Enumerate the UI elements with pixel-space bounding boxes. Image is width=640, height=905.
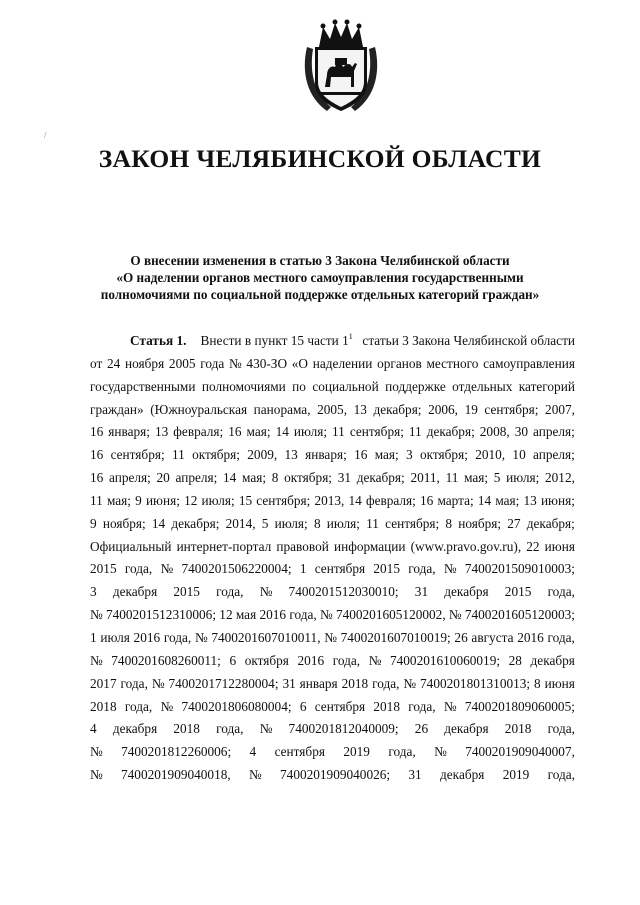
article-text-line: 4 декабря 2018 года, № 7400201812040009; 26 декабря 2018 года,	[90, 721, 575, 737]
subtitle-line: полномочиями по социальной поддержке отдельных категорий граждан»	[100, 287, 540, 302]
subtitle-line: О внесении изменения в статью 3 Закона Челябинской области	[130, 253, 510, 268]
article-first-line	[90, 330, 575, 353]
article-text-line: 16 января; 13 февраля; 16 мая; 14 июля; 11 сентября; 11 декабря; 2008, 30 апреля;	[90, 424, 575, 440]
law-subtitle	[60, 252, 580, 303]
article-label: Статья 1.	[130, 333, 187, 348]
article-text-line: № 7400201812260006; 4 сентября 2019 года, № 7400201909040007,	[90, 744, 575, 760]
article-text-line: граждан» (Южноуральская панорама, 2005, 13 декабря; 2006, 19 сентября; 2007,	[90, 401, 575, 417]
article-text-line: от 24 ноября 2005 года № 430-ЗО «О наделении органов местного самоуправления	[90, 355, 575, 371]
article-text-lines	[90, 353, 575, 787]
law-title: ЗАКОН ЧЕЛЯБИНСКОЙ ОБЛАСТИ	[98, 144, 542, 173]
scan-mark: /	[44, 130, 47, 140]
article-text-line: 16 сентября; 11 октября; 2009, 13 января; 16 мая; 3 октября; 2010, 10 апреля;	[90, 447, 575, 463]
article-text-line: 1 июля 2016 года, № 7400201607010011, № 7400201607010019; 26 августа 2016 года,	[90, 629, 575, 645]
article-text-line: 2018 года, № 7400201806080004; 6 сентября 2018 года, № 7400201809060005;	[90, 698, 575, 714]
article-text-line: государственными полномочиями по социальной поддержке отдельных категорий	[90, 378, 575, 394]
article-text-line: 9 ноября; 14 декабря; 2014, 5 июля; 8 июля; 11 сентября; 8 ноября; 27 декабря;	[90, 515, 575, 531]
article-text-line: 2015 года, № 7400201506220004; 1 сентября 2015 года, № 7400201509010003;	[90, 561, 575, 577]
article-text-line: Официальный интернет-портал правовой информации (www.pravo.gov.ru), 22 июня	[90, 538, 575, 554]
subtitle-line: «О наделении органов местного самоуправления государственными	[116, 270, 524, 285]
article-first-line-text	[200, 330, 575, 353]
coat-of-arms-icon	[297, 17, 385, 117]
article-text-line: № 7400201512310006; 12 мая 2016 года, № 7400201605120002, № 7400201605120003;	[90, 607, 575, 623]
article-text-line: № 7400201608260011; 6 октября 2016 года, № 7400201610060019; 28 декабря	[90, 652, 575, 668]
article-first-line-b: статьи 3 Закона Челябинской области	[362, 333, 575, 348]
article-text-line: 2017 года, № 7400201712280004; 31 января 2018 года, № 7400201801310013; 8 июня	[90, 675, 575, 691]
article-text-line: 16 апреля; 20 апреля; 14 мая; 8 октября; 31 декабря; 2011, 11 мая; 5 июля; 2012,	[90, 470, 575, 486]
article-text-line: 11 мая; 9 июня; 12 июля; 15 сентября; 2013, 14 февраля; 16 марта; 14 мая; 13 июня;	[90, 492, 575, 508]
article-text-line: 3 декабря 2015 года, № 7400201512030010; 31 декабря 2015 года,	[90, 584, 575, 600]
article-body	[90, 330, 575, 787]
article-first-line-a: Внести в пункт 15 части $1^1$	[200, 332, 353, 348]
article-text-line: № 7400201909040018, № 7400201909040026; 31 декабря 2019 года,	[90, 767, 575, 783]
